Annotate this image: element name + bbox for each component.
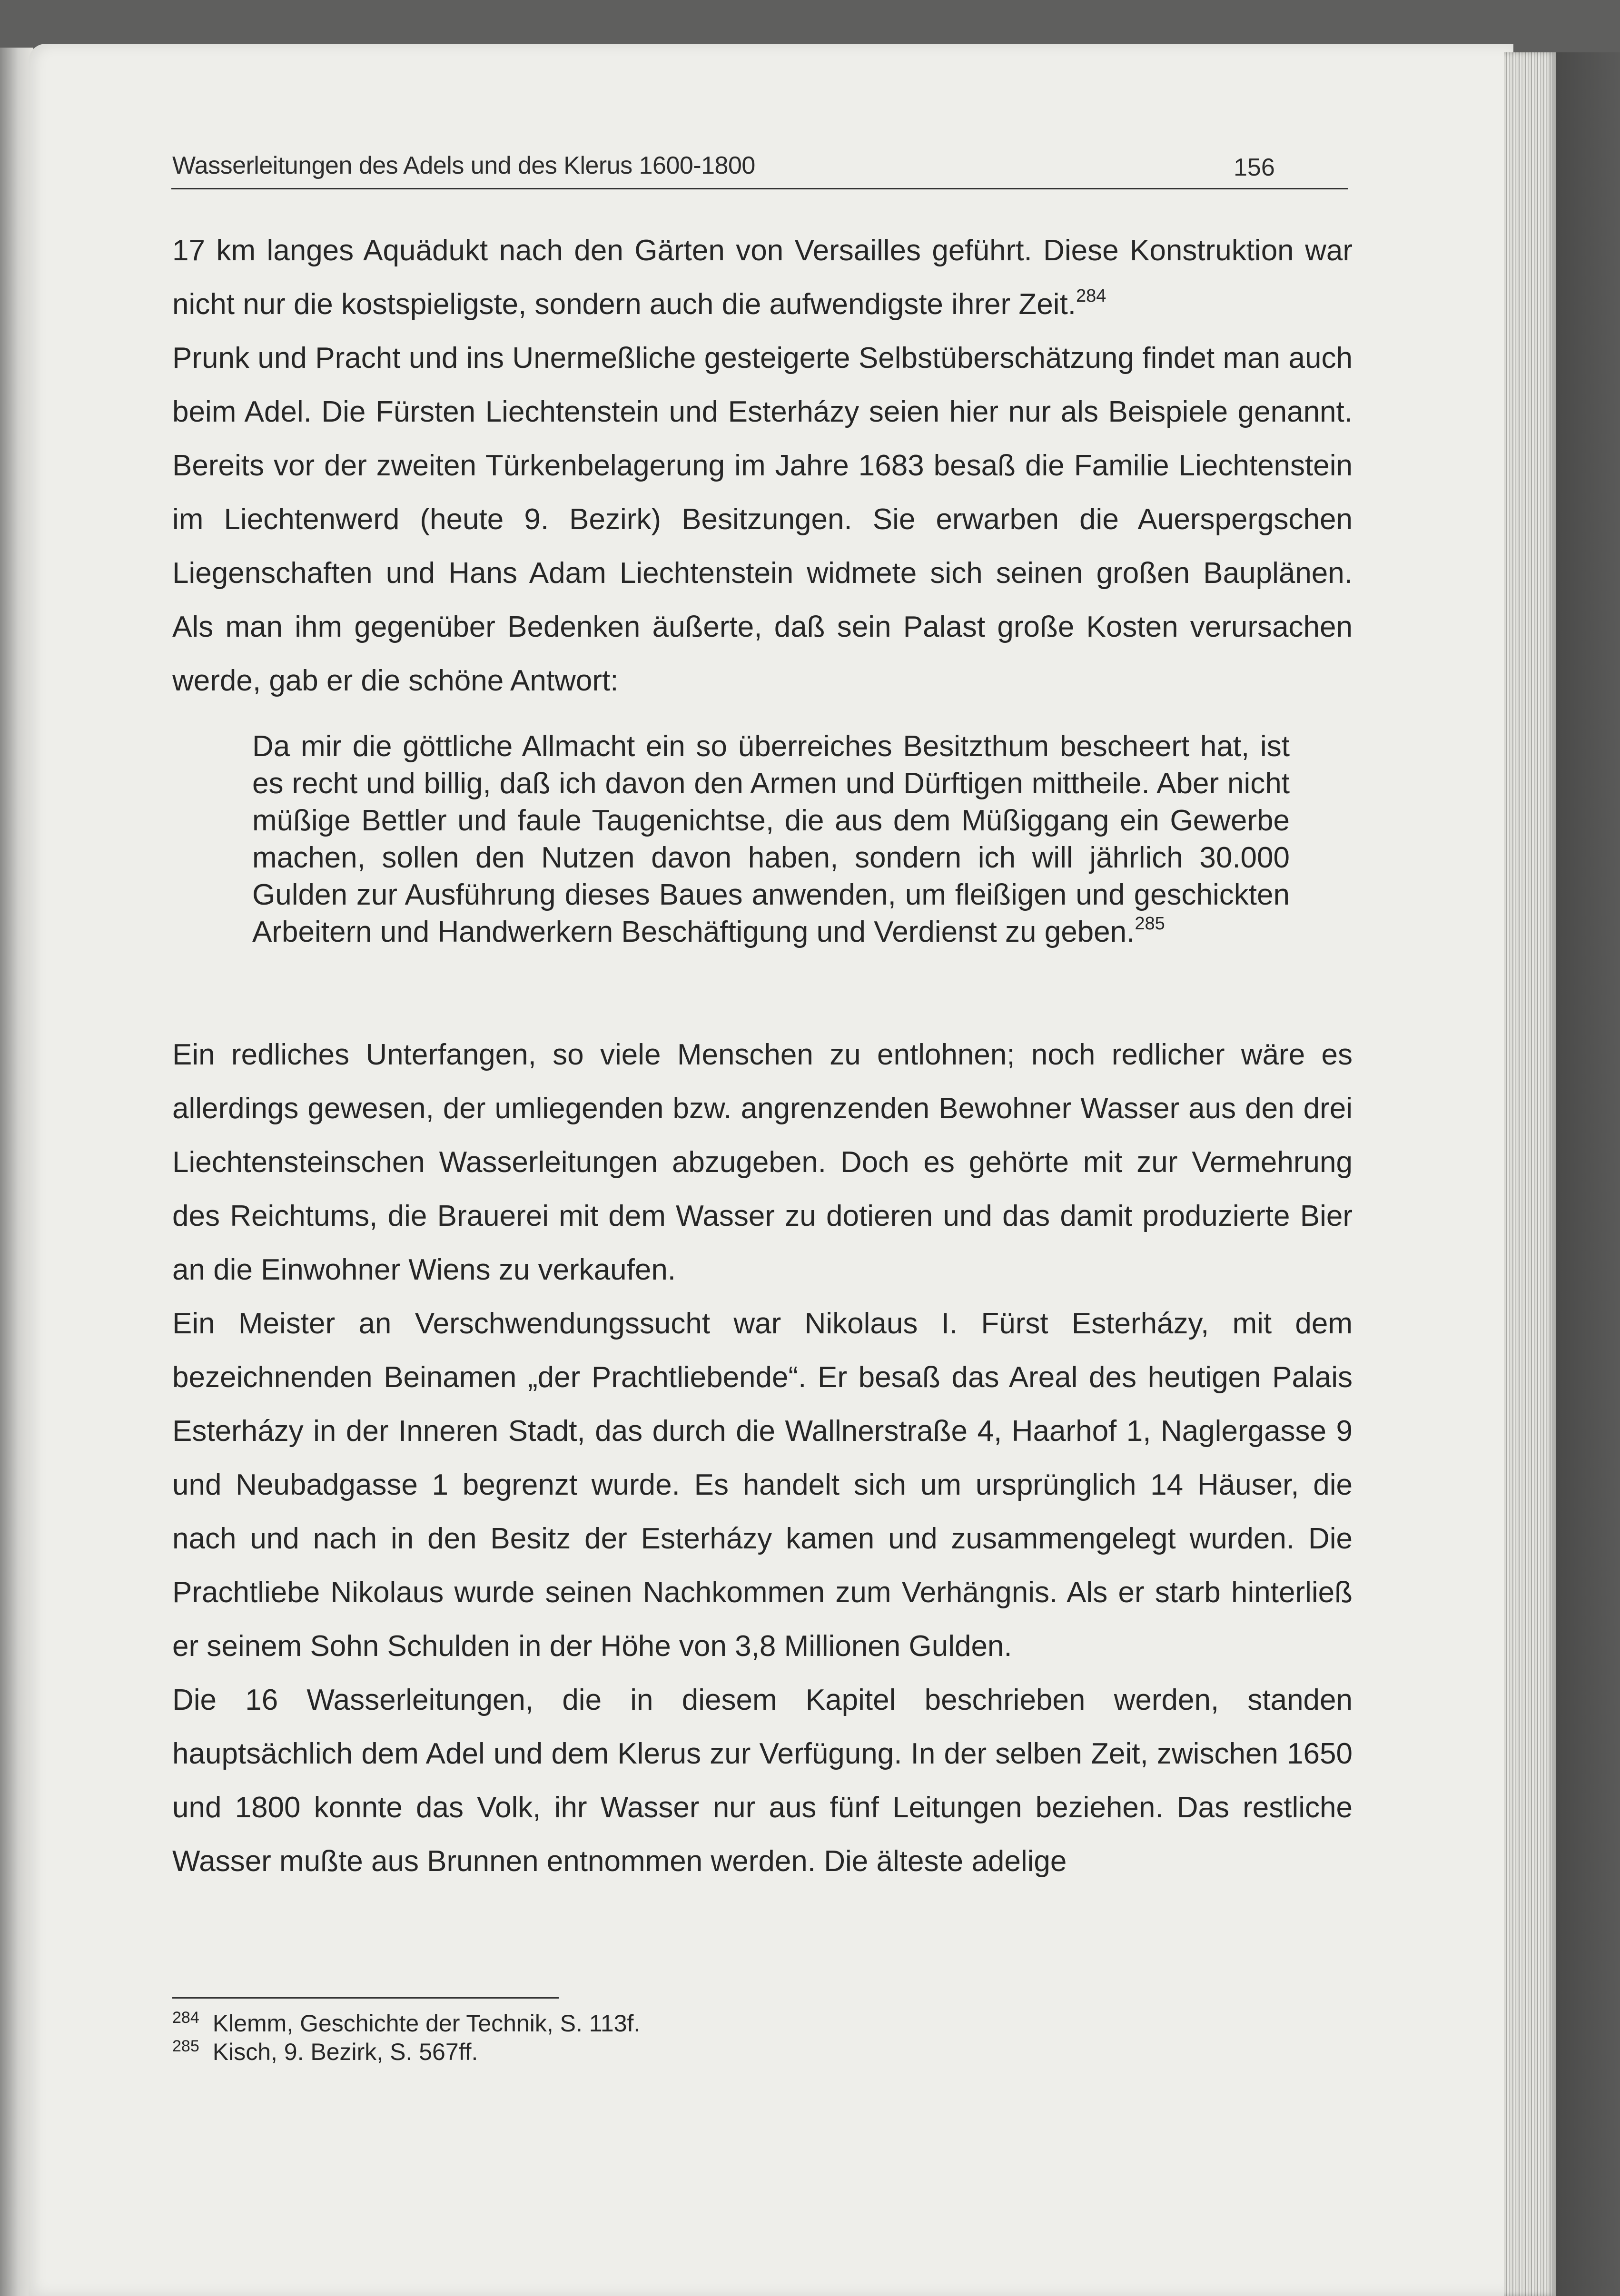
footnote-ref[interactable]: 285 (1135, 914, 1165, 934)
quote-text: Da mir die göttliche Allmacht ein so überreiches Besitzthum bescheert hat, ist es recht und billig, daß ich davon den Armen und Dürftigen mittheile. Aber nicht müßige Bettler und faule Taugenichtse, die aus dem Müßiggang ein Gewerbe machen, sollen den Nutzen davon haben, sondern ich will jährlich 30.000 Gulden zur Ausführung dieses Baues anwenden, um fleißigen und geschickten Arbeitern und Handwerkern Beschäftigung und Verdienst zu geben.$^{285}$ (252, 730, 1290, 948)
page-stack-shadow (1556, 52, 1620, 2296)
footnote: $^{284}$ Klemm, Geschichte der Technik, S. 113f. (172, 2009, 641, 2037)
paragraph: Die 16 Wasserleitungen, die in diesem Kapitel beschrieben werden, standen hauptsächlich dem Adel und dem Klerus zur Verfügung. In der selben Zeit, zwischen 1650 und 1800 konnte das Volk, ihr Wasser nur aus fünf Leitungen beziehen. Das restliche Wasser mußte aus Brunnen entnommen werden. Die älteste adelige (172, 1684, 1353, 1878)
main-text-top (172, 224, 1353, 708)
footnote-rule (172, 1997, 559, 1999)
header-rule (171, 188, 1348, 189)
page-number: 156 (1234, 154, 1275, 181)
paragraph: 17 km langes Aquädukt nach den Gärten von Versailles geführt. Diese Konstruktion war nicht nur die kostspieligste, sondern auch die aufwendigste ihrer Zeit.$^{284}$ (172, 234, 1353, 321)
paragraph: Ein redliches Unterfangen, so viele Menschen zu entlohnen; noch redlicher wäre es allerdings gewesen, der umliegenden bzw. angrenzenden Bewohner Wasser aus den drei Liechtensteinschen Wasserleitungen abzugeben. Doch es gehörte mit zur Vermehrung des Reichtums, die Brauerei mit dem Wasser zu dotieren und das damit produzierte Bier an die Einwohner Wiens zu verkaufen. (172, 1038, 1353, 1286)
footnote: $^{285}$ Kisch, 9. Bezirk, S. 567ff. (172, 2037, 478, 2065)
block-quote (252, 728, 1290, 951)
paragraph: Ein Meister an Verschwendungssucht war Nikolaus I. Fürst Esterházy, mit dem bezeichnenden Beinamen „der Prachtliebende“. Er besaß das Areal des heutigen Palais Esterházy in der Inneren Stadt, das durch die Wallnerstraße 4, Haarhof 1, Naglergasse 9 und Neubadgasse 1 begrenzt wurde. Es handelt sich um ursprünglich 14 Häuser, die nach und nach in den Besitz der Esterházy kamen und zusammengelegt wurden. Die Prachtliebe Nikolaus wurde seinen Nachkommen zum Verhängnis. Als er starb hinterließ er seinem Sohn Schulden in der Höhe von 3,8 Millionen Gulden. (172, 1307, 1353, 1663)
paragraph: Prunk und Pracht und ins Unermeßliche gesteigerte Selbstüberschätzung findet man auch beim Adel. Die Fürsten Liechtenstein und Esterházy seien hier nur als Beispiele genannt. Bereits vor der zweiten Türkenbelagerung im Jahre 1683 besaß die Familie Liechtenstein im Liechtenwerd (heute 9. Bezirk) Besitzungen. Sie erwarben die Auerspergschen Liegenschaften und Hans Adam Liechtenstein widmete sich seinen großen Bauplänen. Als man ihm gegenüber Bedenken äußerte, daß sein Palast große Kosten verursachen werde, gab er die schöne Antwort: (172, 342, 1353, 697)
footnotes (172, 2009, 934, 2066)
running-header: Wasserleitungen des Adels und des Klerus 1600-1800 (172, 152, 755, 179)
page-stack-edges (1504, 52, 1556, 2296)
footnote-ref[interactable]: 284 (1076, 286, 1106, 306)
main-text-bottom (172, 1028, 1353, 1888)
